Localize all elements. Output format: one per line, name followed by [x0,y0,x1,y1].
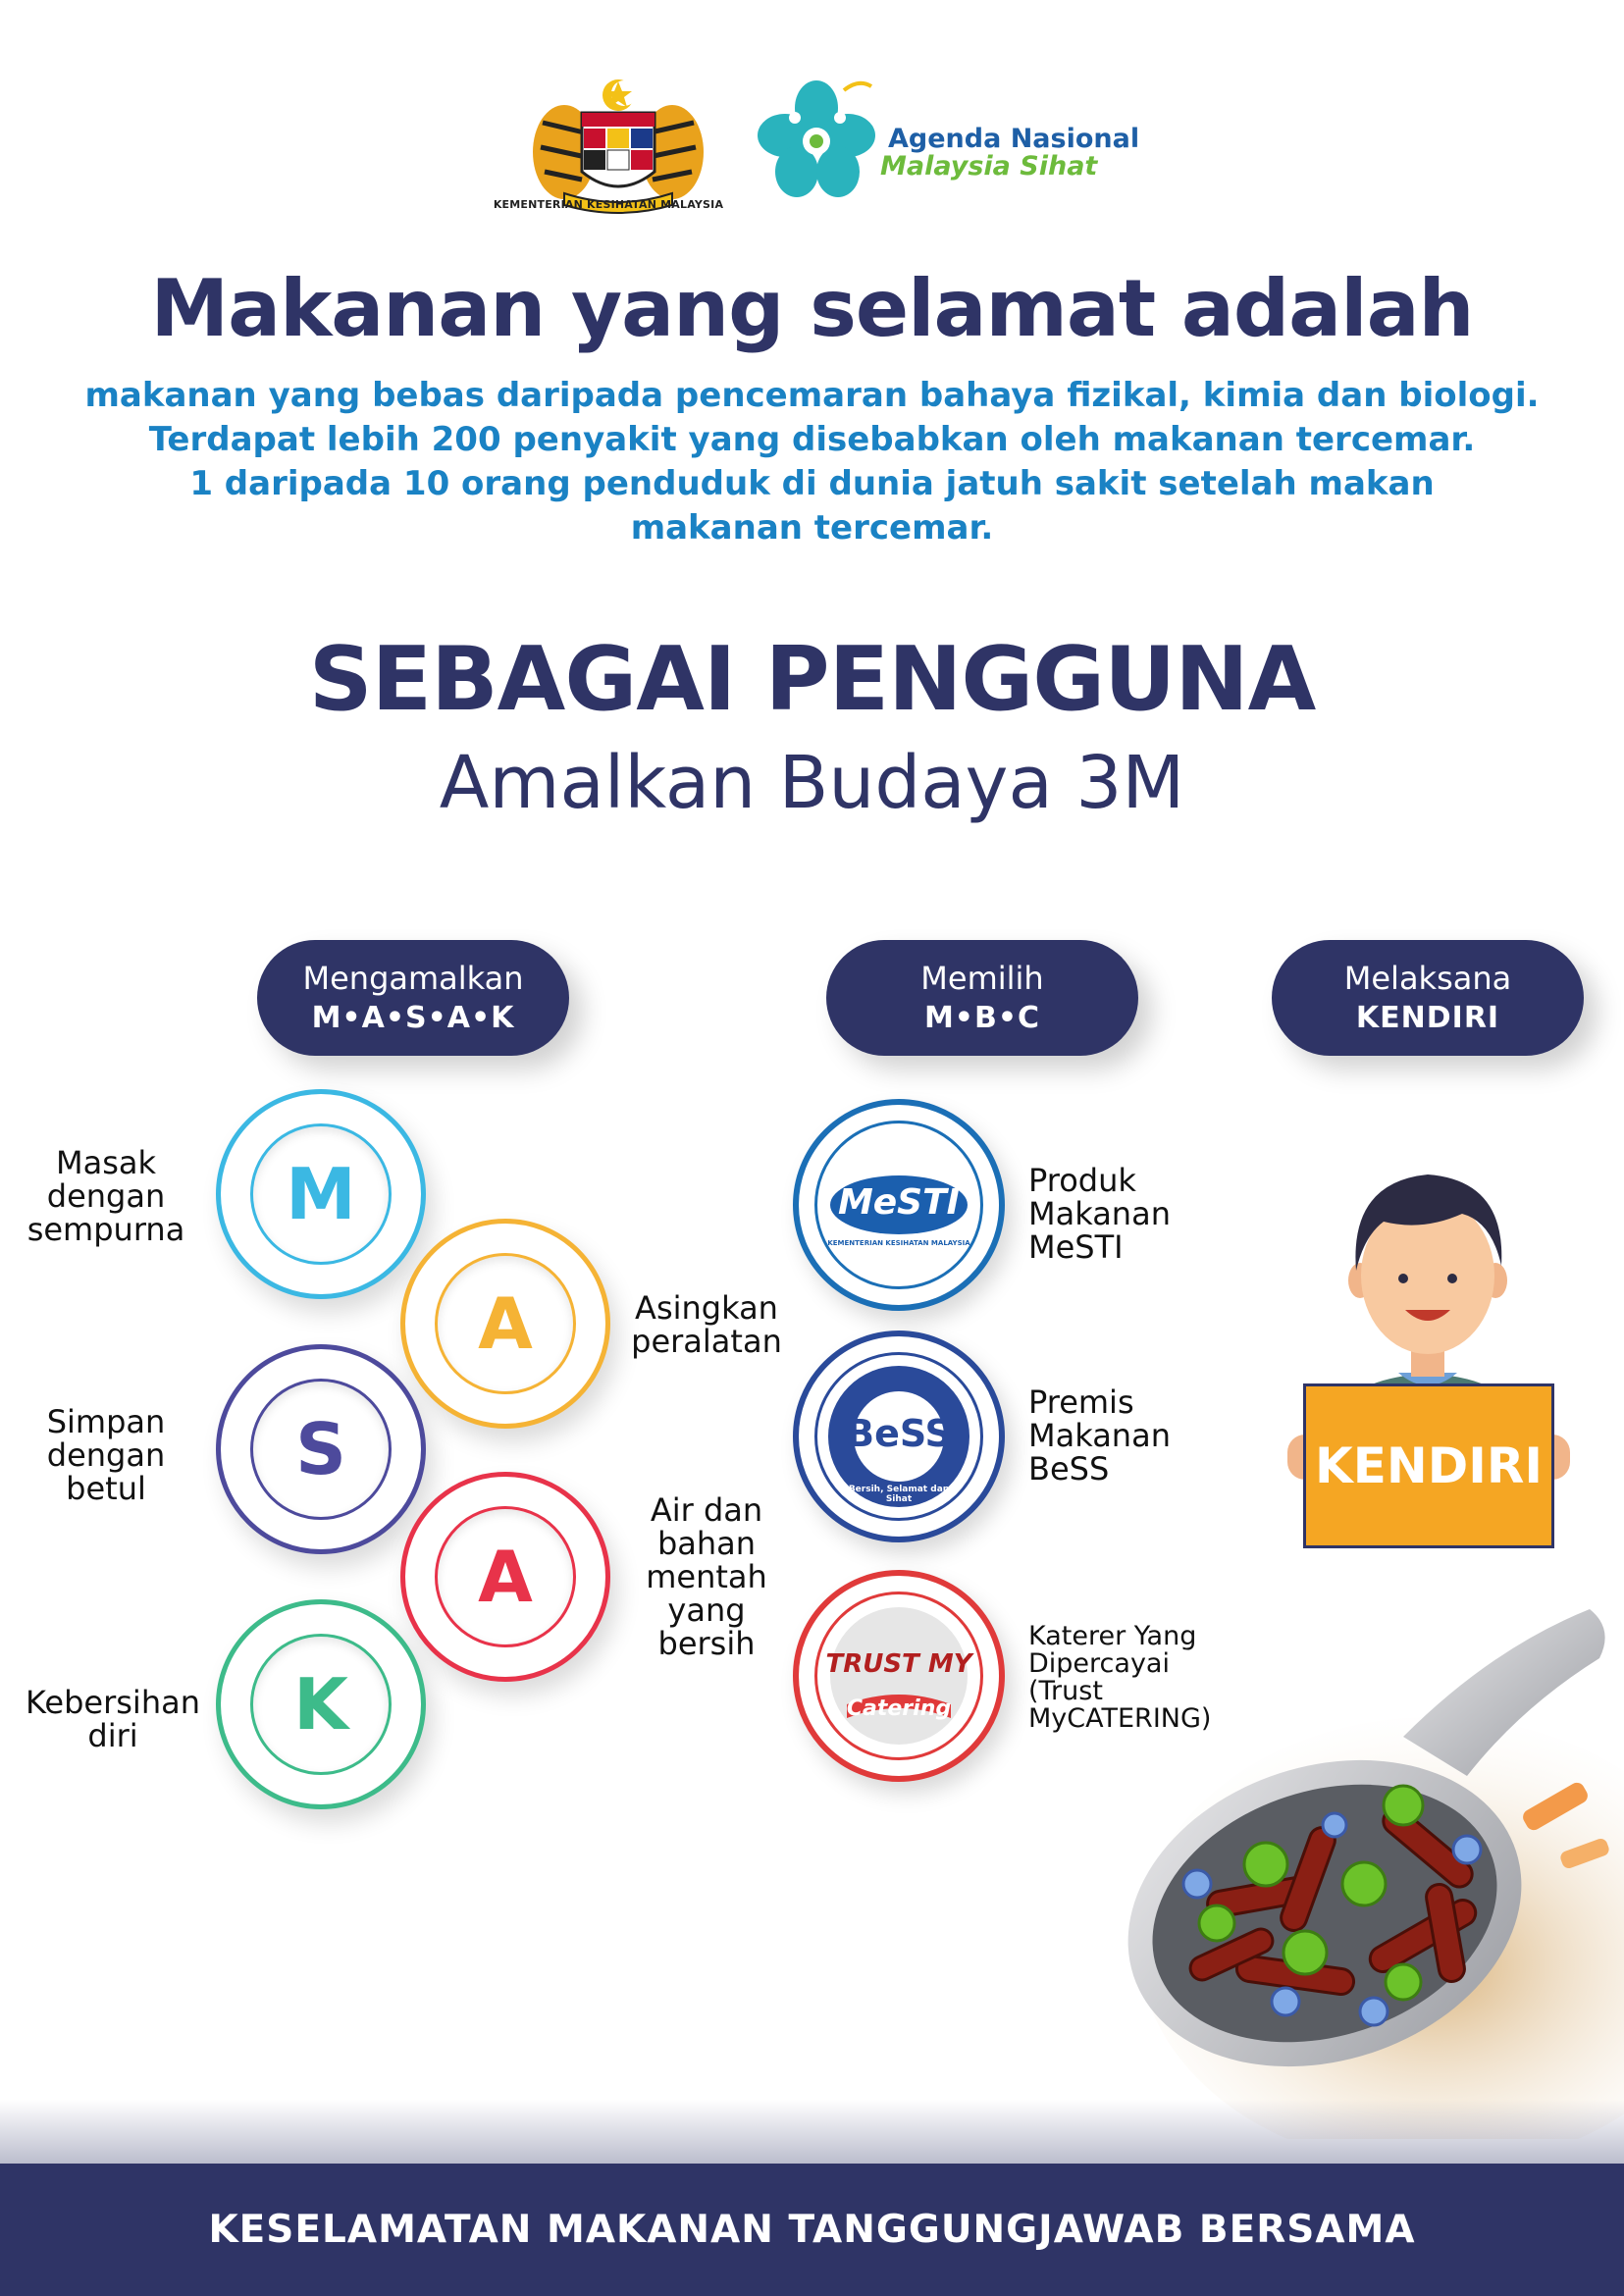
masak-letter-m: M [286,1153,356,1235]
masak-circle-m [216,1089,426,1299]
label-bess [1028,1385,1171,1486]
bess-logo-subtext: Bersih, Selamat dan Sihat [848,1485,950,1504]
agenda-title-line1: Agenda Nasional [888,124,1140,154]
label-line: MyCATERING) [1028,1703,1212,1734]
pill-mbc-line1: Memilih [920,960,1044,997]
intro-line-2: Terdapat lebih 200 penyakit yang disebabkan oleh makanan tercemar. [148,420,1476,459]
pill-mbc-line2: M•B•C [923,1001,1041,1035]
masak-circle-s [216,1344,426,1554]
label-line: Air dan [650,1491,763,1529]
label-masak-m [8,1146,204,1246]
pill-kendiri-line2: KENDIRI [1355,1001,1500,1035]
footer-text: KESELAMATAN MAKANAN TANGGUNGJAWAB BERSAMA [208,2208,1416,2252]
masak-letter-s: S [295,1408,346,1490]
pill-masak-line2: M•A•S•A•K [311,1001,515,1035]
label-line: dengan [46,1177,166,1215]
intro-line-3: 1 daripada 10 orang penduduk di dunia jatuh sakit setelah makan [189,464,1435,503]
pill-masak-line1: Mengamalkan [302,960,524,997]
agenda-nasional-flower-logo [756,78,878,201]
label-line: Katerer Yang [1028,1621,1197,1651]
contaminated-food-spoon-illustration [1079,1590,1624,2139]
pill-kendiri-line1: Melaksana [1343,960,1512,997]
label-line: bahan [656,1525,757,1562]
label-masak-a1 [620,1291,793,1358]
trust-my-logo-text: TRUST MY [825,1649,972,1679]
label-line: betul [66,1470,146,1507]
ministry-caption: KEMENTERIAN KESIHATAN MALAYSIA [493,198,724,211]
label-line: yang [667,1592,746,1629]
label-line: diri [87,1717,138,1754]
ministry-crest-logo [525,74,711,216]
pill-mbc [826,940,1138,1056]
mesti-logo-subtext: KEMENTERIAN KESIHATAN MALAYSIA [827,1239,970,1247]
label-line: Produk [1028,1162,1136,1199]
label-line: bersih [657,1625,756,1662]
label-line: Makanan [1028,1417,1171,1454]
label-line: BeSS [1028,1450,1110,1487]
section-title: SEBAGAI PENGGUNA [308,628,1316,731]
label-line: mentah [646,1558,767,1595]
label-line: MeSTI [1028,1228,1124,1266]
masak-letter-a2: A [478,1536,533,1618]
label-line: peralatan [631,1323,782,1360]
label-mesti [1028,1164,1171,1264]
label-masak-k [10,1686,216,1752]
masak-letter-a1: A [478,1282,533,1365]
label-line: Kebersihan [26,1684,200,1721]
masak-letter-k: K [293,1663,348,1746]
label-masak-s [18,1405,194,1505]
label-line: dengan [46,1436,166,1474]
bess-logo-text: BeSS [846,1412,952,1455]
label-line: Premis [1028,1383,1134,1421]
bess-logo [793,1331,1005,1542]
label-line: Masak [55,1144,157,1181]
pill-kendiri [1272,940,1584,1056]
masak-circle-a1 [400,1219,610,1429]
label-line: Dipercayai [1028,1648,1170,1679]
intro-line-4: makanan tercemar. [630,508,994,548]
trust-mycatering-logo [793,1570,1005,1782]
masak-circle-a2 [400,1472,610,1682]
catering-logo-text: Catering [846,1696,952,1721]
masak-circle-k [216,1599,426,1809]
mesti-logo [793,1099,1005,1311]
footer-fade [0,2100,1624,2168]
agenda-title-line2: Malaysia Sihat [880,151,1098,182]
mesti-logo-text: MeSTI [837,1182,961,1223]
label-line: Asingkan [635,1289,778,1327]
label-line: Simpan [46,1403,166,1440]
label-masak-a2 [628,1493,785,1660]
label-line: (Trust [1028,1676,1103,1706]
label-line: Makanan [1028,1195,1171,1232]
section-subtitle: Amalkan Budaya 3M [439,741,1185,825]
kendiri-sign: KENDIRI [1303,1383,1554,1548]
intro-line-1: makanan yang bebas daripada pencemaran bahaya fizikal, kimia dan biologi. [84,376,1540,415]
main-title: Makanan yang selamat adalah [150,263,1474,354]
label-line: sempurna [26,1211,185,1248]
pill-masak [257,940,569,1056]
